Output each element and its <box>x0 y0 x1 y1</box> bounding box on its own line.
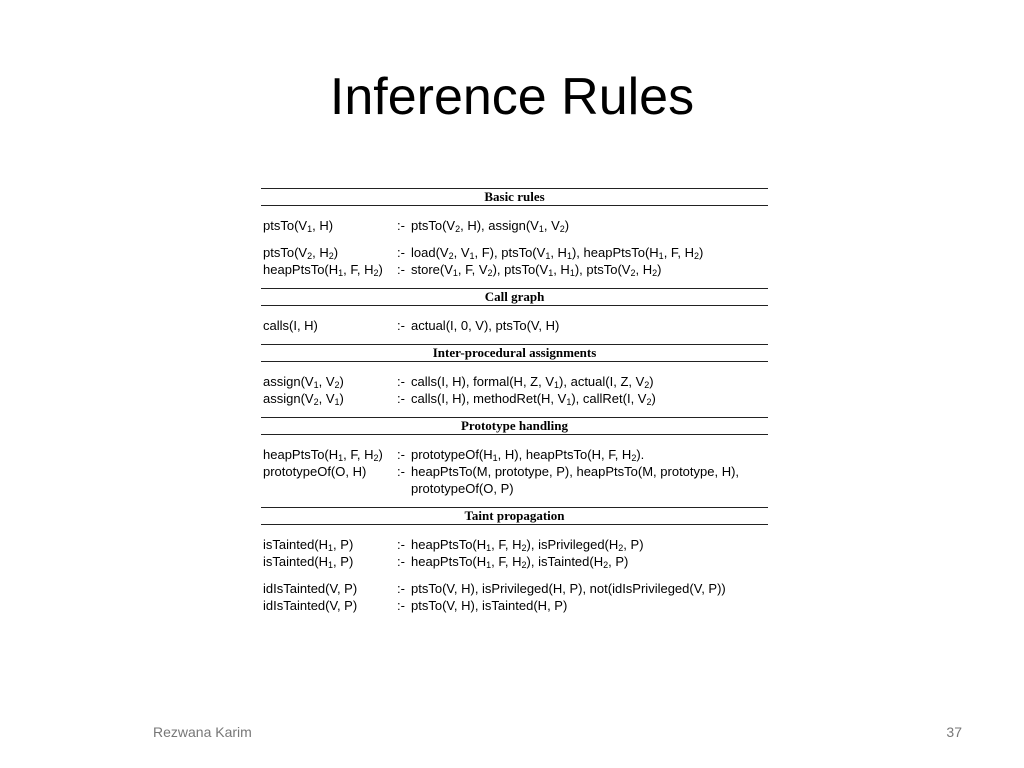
rule-body-line: $heapPtsTo(H_1$, F, $H_2$), $isTainted(H_2$, P) <box>411 554 629 570</box>
rule-body-line: ptsTo(V, H), isTainted(H, P) <box>411 598 568 613</box>
rule-separator: :- <box>397 581 405 596</box>
rule-separator: :- <box>397 262 405 277</box>
rule-row <box>261 317 768 334</box>
inference-rules-table <box>261 188 768 624</box>
rule-body-continuation: prototypeOf(O, P) <box>411 481 514 496</box>
rule-row <box>261 373 768 390</box>
rule-head: $assign(V_2$, $V_1$) <box>263 391 344 407</box>
rule-section <box>261 507 768 624</box>
section-heading: Call graph <box>261 288 768 306</box>
rule-row <box>261 597 768 614</box>
rule-head: $heapPtsTo(H_1$, F, $H_2$) <box>263 262 383 278</box>
rule-separator: :- <box>397 391 405 406</box>
rule-body-line: $store(V_1$, F, $V_2$), $ptsTo(V_1$, $H_1$), $ptsTo(V_2$, $H_2$) <box>411 262 662 278</box>
rule-separator: :- <box>397 537 405 552</box>
rule-body <box>411 244 768 261</box>
rule-row <box>261 553 768 570</box>
section-body <box>261 435 768 507</box>
rule-section <box>261 417 768 507</box>
rule-section <box>261 288 768 344</box>
slide-title: Inference Rules <box>329 68 695 126</box>
rule-row <box>261 536 768 553</box>
section-heading: Basic rules <box>261 188 768 206</box>
rule-head: $isTainted(H_1$, P) <box>263 537 354 553</box>
section-body <box>261 525 768 624</box>
rule-row <box>261 390 768 407</box>
rule-body-line: actual(I, 0, V), ptsTo(V, H) <box>411 318 560 333</box>
rule-row <box>261 261 768 278</box>
rule-head: $assign(V_1$, $V_2$) <box>263 374 344 390</box>
rule-group <box>261 244 768 278</box>
rule-separator: :- <box>397 554 405 569</box>
rule-body-line: $load(V_2$, $V_1$, F), $ptsTo(V_1$, $H_1$), $heapPtsTo(H_1$, F, $H_2$) <box>411 245 704 261</box>
rule-body-line: $heapPtsTo(H_1$, F, $H_2$), $isPrivileged(H_2$, P) <box>411 537 644 553</box>
rule-separator: :- <box>397 598 405 613</box>
section-heading: Taint propagation <box>261 507 768 525</box>
rule-head: $ptsTo(V_1$, H) <box>263 218 334 234</box>
rule-row <box>261 244 768 261</box>
rule-head: idIsTainted(V, P) <box>263 581 358 596</box>
rule-body-line: calls(I, H), formal(H, Z, $V_1$), actual(I, Z, $V_2$) <box>411 374 654 390</box>
rule-body <box>411 597 768 614</box>
rule-body <box>411 446 768 463</box>
rule-body-line: heapPtsTo(M, prototype, P), heapPtsTo(M, prototype, H), <box>411 464 740 479</box>
rule-body <box>411 390 768 407</box>
rule-row <box>261 217 768 234</box>
rule-body <box>411 217 768 234</box>
rule-body <box>411 373 768 390</box>
rule-head: $heapPtsTo(H_1$, F, $H_2$) <box>263 447 383 463</box>
rule-body-line: ptsTo(V, H), isPrivileged(H, P), not(idIsPrivileged(V, P)) <box>411 581 726 596</box>
rule-group <box>261 580 768 614</box>
section-heading: Inter-procedural assignments <box>261 344 768 362</box>
rule-head: idIsTainted(V, P) <box>263 598 358 613</box>
rule-body-line: $ptsTo(V_2$, H), $assign(V_1$, $V_2$) <box>411 218 570 234</box>
rule-separator: :- <box>397 245 405 260</box>
rule-group <box>261 373 768 407</box>
rule-section <box>261 344 768 417</box>
rule-group <box>261 446 768 497</box>
rule-separator: :- <box>397 218 405 233</box>
rule-body-line: $prototypeOf(H_1$, H), heapPtsTo(H, F, $H_2$). <box>411 447 645 463</box>
rule-body <box>411 317 768 334</box>
rule-row <box>261 446 768 463</box>
page-number: 37 <box>946 724 962 740</box>
rule-head: calls(I, H) <box>263 318 318 333</box>
rule-body <box>411 553 768 570</box>
section-body <box>261 306 768 344</box>
rule-separator: :- <box>397 318 405 333</box>
rule-body <box>411 536 768 553</box>
section-body <box>261 362 768 417</box>
rule-head: prototypeOf(O, H) <box>263 464 367 479</box>
rule-head: $isTainted(H_1$, P) <box>263 554 354 570</box>
rule-body <box>411 463 768 497</box>
rule-separator: :- <box>397 374 405 389</box>
footer-author: Rezwana Karim <box>153 724 252 740</box>
rule-row <box>261 463 768 497</box>
rule-separator: :- <box>397 464 405 479</box>
rule-row <box>261 580 768 597</box>
rule-group <box>261 217 768 234</box>
rule-group <box>261 536 768 570</box>
rule-body <box>411 580 768 597</box>
section-heading: Prototype handling <box>261 417 768 435</box>
rule-group <box>261 317 768 334</box>
rule-body-line: calls(I, H), methodRet(H, $V_1$), callRet(I, $V_2$) <box>411 391 656 407</box>
rule-head: $ptsTo(V_2$, $H_2$) <box>263 245 339 261</box>
rule-separator: :- <box>397 447 405 462</box>
rule-body <box>411 261 768 278</box>
section-body <box>261 206 768 288</box>
rule-section <box>261 188 768 288</box>
